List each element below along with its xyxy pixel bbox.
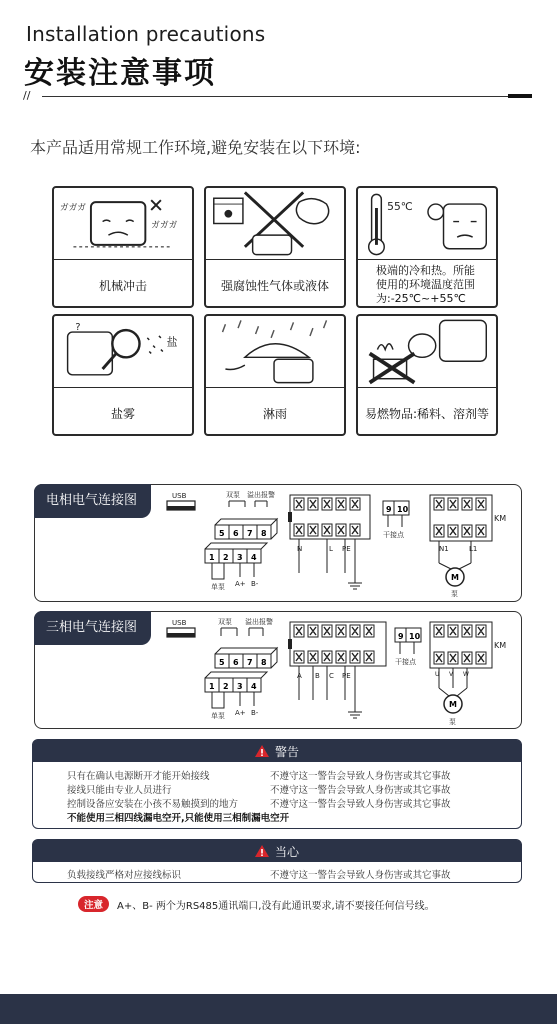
power-terminal-strip bbox=[288, 495, 370, 539]
power-l-label: L bbox=[329, 545, 333, 553]
title-chinese: 安装注意事项 bbox=[24, 56, 216, 91]
warning-row-left: 接线只能由专业人员进行 bbox=[67, 785, 172, 796]
terminal-6: 6 bbox=[233, 658, 239, 667]
note-tag: 注意 bbox=[78, 896, 109, 912]
warning-icon bbox=[255, 845, 269, 857]
warning-row-left: 控制设备应安装在小孩不易触摸到的地方 bbox=[67, 799, 239, 810]
header-rule bbox=[42, 96, 510, 97]
terminal-5: 5 bbox=[219, 529, 225, 538]
pump-label: 泵 bbox=[451, 590, 458, 598]
caution-title: 当心 bbox=[274, 844, 299, 859]
motor-w-label: W bbox=[463, 671, 469, 678]
a-plus-label: A+ bbox=[235, 709, 246, 717]
salt-spray-illustration bbox=[54, 316, 192, 388]
corrosive-illustration bbox=[206, 188, 344, 260]
env-card-temperature bbox=[356, 186, 498, 308]
warning-row-right: 不遵守这一警告会导致人身伤害或其它事故 bbox=[270, 799, 451, 810]
dry-contact-block bbox=[395, 628, 421, 666]
terminal-9: 9 bbox=[386, 505, 392, 514]
warning-title: 警告 bbox=[274, 744, 299, 759]
power-a-label: A bbox=[297, 672, 302, 680]
dry-contact-block bbox=[383, 501, 409, 539]
a-plus-label: A+ bbox=[235, 580, 246, 588]
warning-row-left: 只有在确认电源断开才能开始接线 bbox=[67, 771, 210, 782]
warning-header bbox=[33, 740, 521, 762]
km-label: KM bbox=[494, 514, 507, 523]
rain-illustration bbox=[206, 316, 344, 388]
warning-row-right: 不遵守这一警告会导致人身伤害或其它事故 bbox=[270, 785, 451, 796]
env-card-rain bbox=[204, 314, 346, 436]
terminal-7: 7 bbox=[247, 529, 253, 538]
b-minus-label: B- bbox=[251, 709, 259, 717]
header-rule-accent bbox=[508, 94, 532, 98]
single-phase-title: 电相电气连接图 bbox=[34, 484, 151, 518]
salt-label-pic: 盐 bbox=[166, 335, 178, 349]
env-label: 盐雾 bbox=[110, 406, 135, 421]
env-card-salt-spray bbox=[52, 314, 194, 436]
warning-box bbox=[32, 739, 522, 829]
bottom-terminal-block bbox=[205, 543, 267, 563]
dual-pump-label: 双泵 bbox=[226, 491, 240, 499]
flammable-illustration bbox=[358, 316, 496, 388]
power-c-label: C bbox=[329, 672, 334, 680]
terminal-3: 3 bbox=[237, 682, 243, 691]
temp-line-1: 极端的冷和热。所能 bbox=[376, 264, 475, 277]
power-pe-label: PE bbox=[342, 545, 351, 553]
three-phase-title: 三相电气连接图 bbox=[34, 611, 151, 645]
svg-text:?: ? bbox=[75, 322, 81, 334]
single-phase-wiring-panel bbox=[34, 484, 522, 602]
caution-row-right: 不遵守这一警告会导致人身伤害或其它事故 bbox=[270, 870, 451, 881]
terminal-2: 2 bbox=[223, 553, 229, 562]
single-pump-label: 单泵 bbox=[211, 583, 225, 591]
single-pump-label: 单泵 bbox=[211, 712, 225, 720]
caution-box bbox=[32, 839, 522, 883]
temperature-illustration bbox=[358, 188, 496, 260]
terminal-6: 6 bbox=[233, 529, 239, 538]
env-label: 淋雨 bbox=[262, 406, 287, 421]
motor-n1-label: N1 bbox=[439, 545, 449, 553]
dry-contact-label: 干接点 bbox=[395, 658, 416, 666]
warning-row bbox=[33, 782, 521, 796]
usb-label: USB bbox=[172, 492, 187, 500]
terminal-3: 3 bbox=[237, 553, 243, 562]
warning-row bbox=[33, 768, 521, 782]
env-card-mechanical-shock bbox=[52, 186, 194, 308]
terminal-10: 10 bbox=[397, 505, 409, 514]
temp-line-3: 为:-25℃~+55℃ bbox=[376, 292, 466, 305]
temp-value: 55℃ bbox=[387, 199, 413, 213]
dual-pump-label: 双泵 bbox=[218, 618, 232, 626]
intro-text: 本产品适用常规工作环境,避免安装在以下环境: bbox=[30, 138, 361, 157]
terminal-1: 1 bbox=[209, 553, 215, 562]
km-label: KM bbox=[494, 641, 507, 650]
env-label: 强腐蚀性气体或液体 bbox=[220, 278, 329, 293]
env-label-multiline bbox=[358, 262, 496, 308]
note-text: A+、B- 两个为RS485通讯端口,没有此通讯要求,请不要接任何信号线。 bbox=[117, 900, 435, 912]
warning-icon bbox=[255, 745, 269, 757]
three-phase-wiring-panel bbox=[34, 611, 522, 729]
dry-contact-label: 干接点 bbox=[383, 531, 404, 539]
usb-label: USB bbox=[172, 619, 187, 627]
terminal-10: 10 bbox=[409, 632, 421, 641]
power-b-label: B bbox=[315, 672, 320, 680]
temp-line-2: 使用的环境温度范围 bbox=[376, 278, 475, 291]
motor-m-label: M bbox=[451, 573, 459, 582]
km-contactor bbox=[430, 495, 506, 541]
pump-label: 泵 bbox=[449, 718, 456, 726]
env-card-corrosive bbox=[204, 186, 346, 308]
caution-row bbox=[33, 867, 521, 881]
terminal-8: 8 bbox=[261, 529, 267, 538]
motor-m-label: M bbox=[449, 700, 457, 709]
caution-row-left: 负载接线严格对应接线标识 bbox=[67, 870, 182, 881]
env-label: 易燃物品:稀料、溶剂等 bbox=[364, 406, 490, 421]
km-contactor bbox=[430, 622, 506, 668]
terminal-2: 2 bbox=[223, 682, 229, 691]
terminal-1: 1 bbox=[209, 682, 215, 691]
env-card-flammable bbox=[356, 314, 498, 436]
power-n-label: N bbox=[297, 545, 303, 553]
motor-u-label: U bbox=[435, 671, 440, 678]
bottom-terminal-block bbox=[205, 672, 267, 692]
power-terminal-strip bbox=[288, 622, 386, 666]
single-phase-diagram bbox=[35, 485, 523, 603]
terminal-7: 7 bbox=[247, 658, 253, 667]
motor-v-label: V bbox=[449, 671, 454, 678]
terminal-4: 4 bbox=[251, 682, 257, 691]
terminal-9: 9 bbox=[398, 632, 404, 641]
power-pe-label: PE bbox=[342, 672, 351, 680]
top-terminal-block bbox=[215, 648, 277, 668]
shock-text-left: ガガガ bbox=[59, 202, 87, 213]
footer-bar bbox=[0, 994, 557, 1024]
env-label: 机械冲击 bbox=[98, 278, 147, 293]
rule-mark: // bbox=[23, 89, 31, 102]
shock-text-right: ガガガ bbox=[151, 220, 178, 231]
terminal-4: 4 bbox=[251, 553, 257, 562]
rs485-note bbox=[78, 896, 435, 912]
title-english: Installation precautions bbox=[26, 22, 266, 46]
overflow-alarm-label: 溢出报警 bbox=[245, 618, 273, 626]
overflow-alarm-label: 溢出报警 bbox=[247, 491, 275, 499]
top-terminal-block bbox=[215, 519, 277, 539]
three-phase-diagram bbox=[35, 612, 523, 730]
caution-header bbox=[33, 840, 521, 862]
warning-row-bold bbox=[33, 810, 521, 824]
warning-row bbox=[33, 796, 521, 810]
terminal-8: 8 bbox=[261, 658, 267, 667]
mechanical-shock-illustration bbox=[54, 188, 192, 260]
warning-bold-text: 不能使用三相四线漏电空开,只能使用三相制漏电空开 bbox=[67, 813, 290, 824]
b-minus-label: B- bbox=[251, 580, 259, 588]
terminal-5: 5 bbox=[219, 658, 225, 667]
warning-row-right: 不遵守这一警告会导致人身伤害或其它事故 bbox=[270, 771, 451, 782]
motor-l1-label: L1 bbox=[469, 545, 478, 553]
